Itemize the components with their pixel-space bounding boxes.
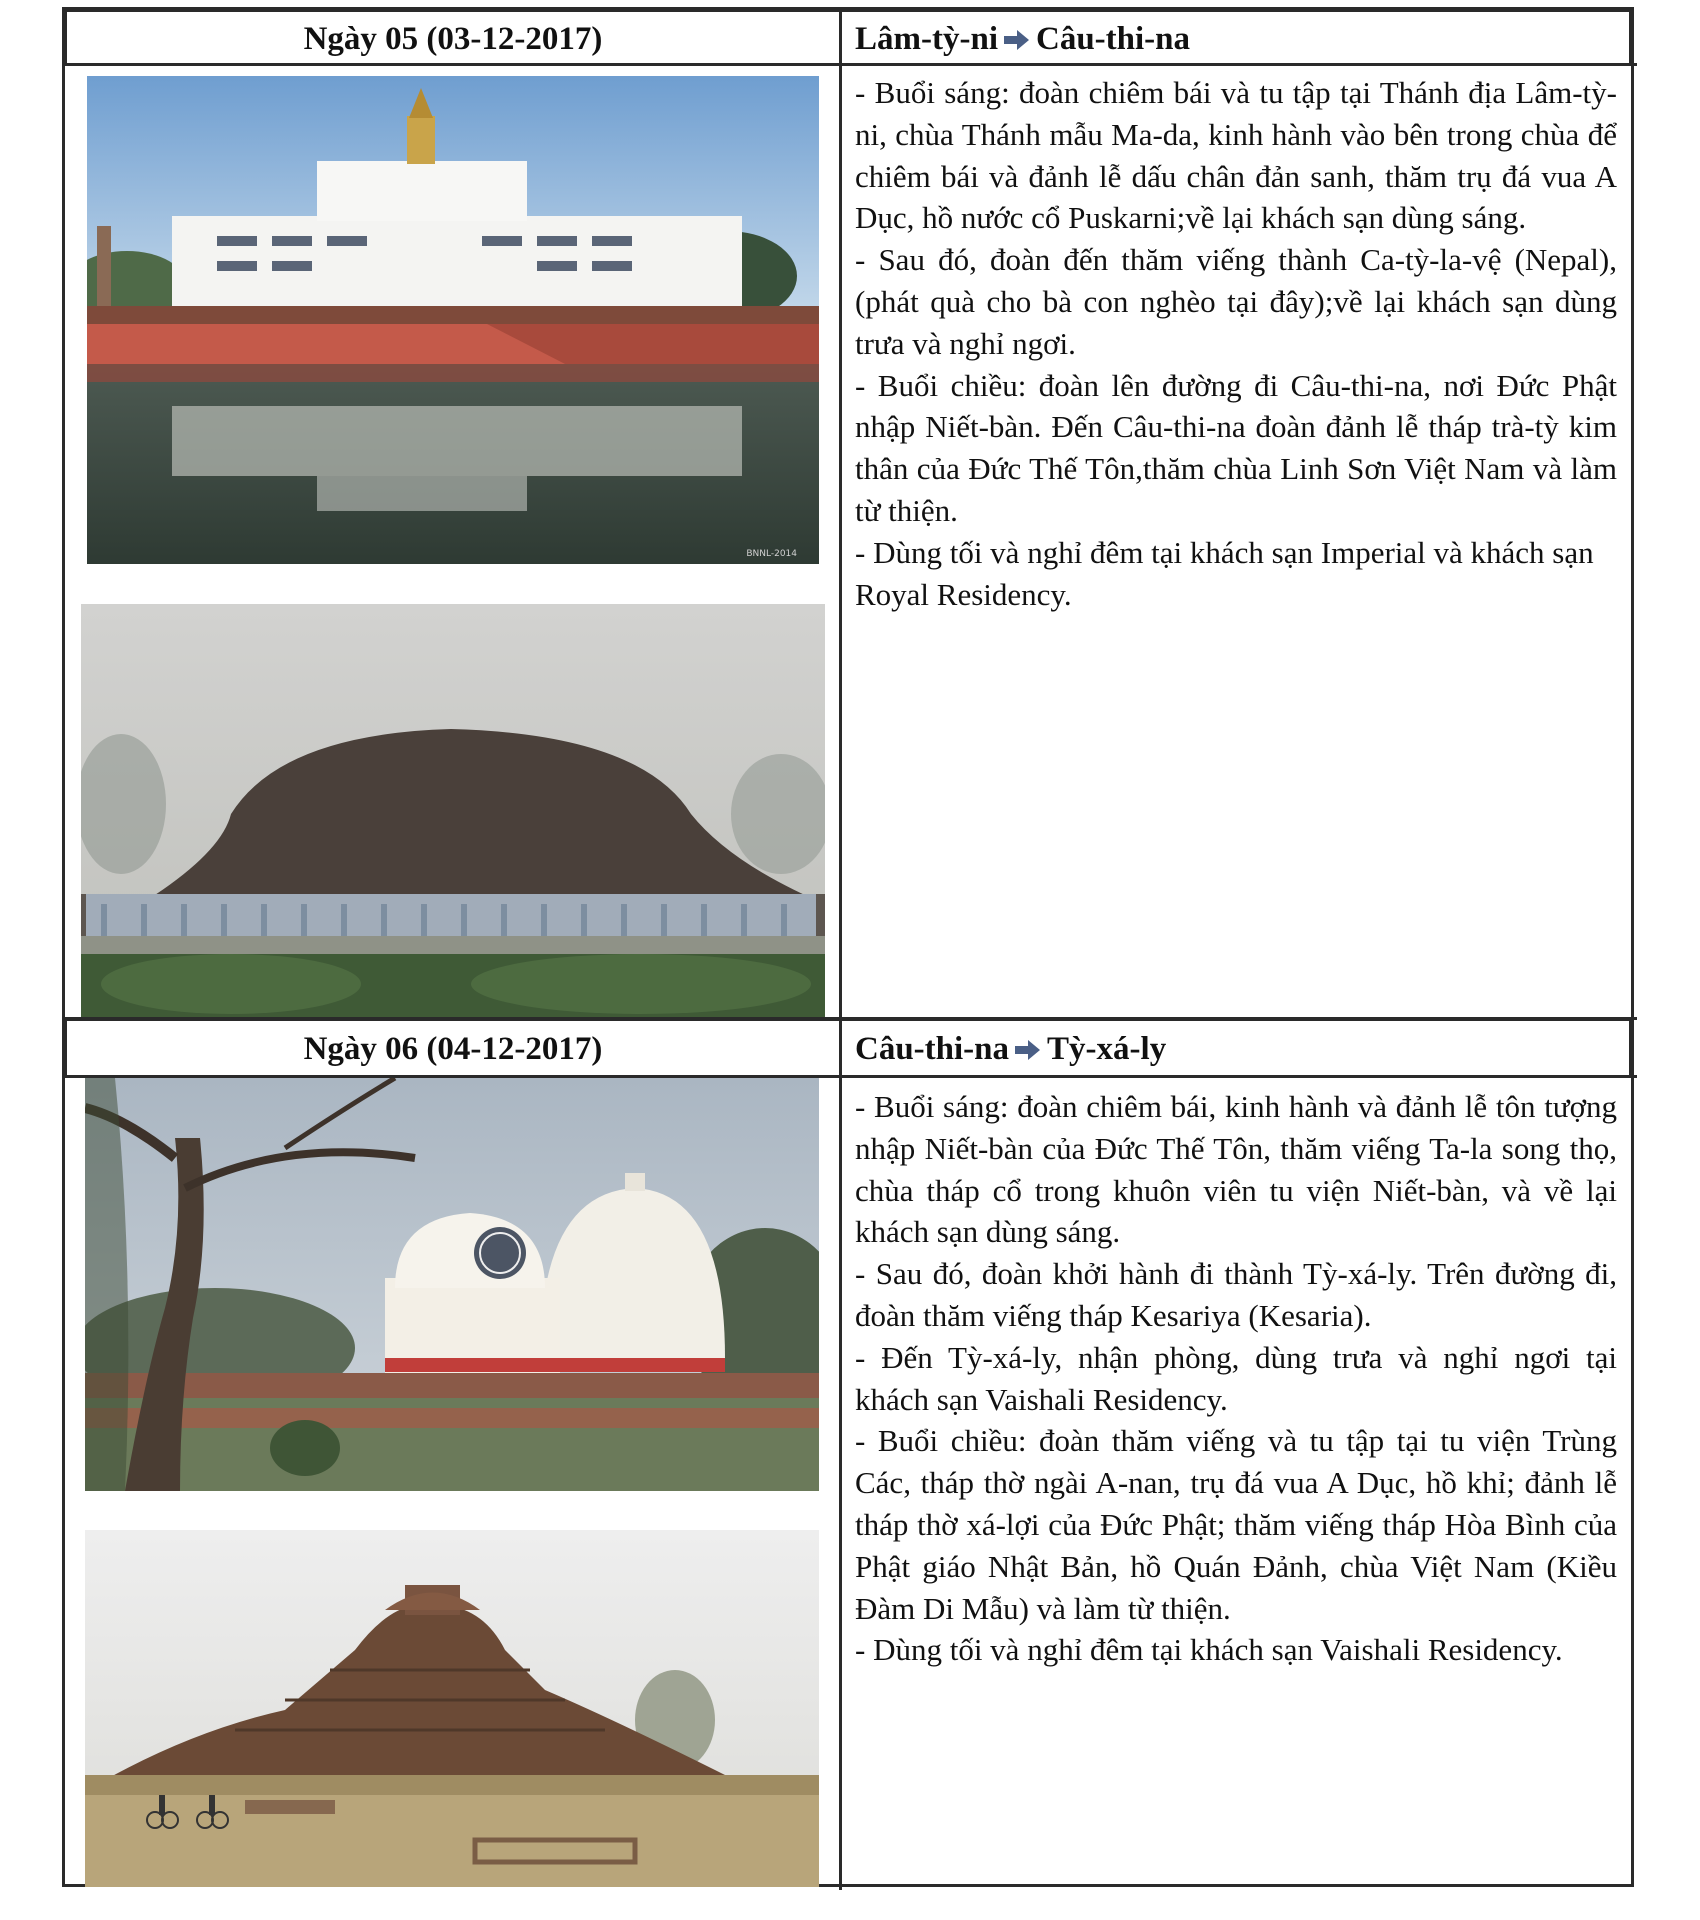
route-to: Tỳ-xá-ly [1047,1031,1167,1067]
photo-column [68,66,839,1017]
itinerary-table [62,7,1634,1887]
kesariya-stupa-photo [85,1530,819,1887]
ramabhar-stupa-photo [81,604,825,1017]
photo-column [68,1078,839,1887]
description-paragraph: - Đến Tỳ-xá-ly, nhận phòng, dùng trưa và nghỉ ngơi tại khách sạn Vaishali Residency. [855,1339,1617,1417]
day-description [855,1086,1617,1671]
route-header-cell [839,10,1631,66]
description-paragraph: - Dùng tối và nghỉ đêm tại khách sạn Vaishali Residency. [855,1632,1563,1668]
day-description [855,72,1617,615]
mahaparinirvana-temple-photo [85,1078,819,1491]
route-header-cell [839,1019,1631,1077]
photo-watermark: BNNL-2014 [746,549,797,559]
route-to: Câu-thi-na [1036,21,1191,57]
description-paragraph: - Buổi sáng: đoàn chiêm bái, kinh hành và đảnh lễ tôn tượng nhập Niết-bàn của Đức Thế Tôn, thăm viếng Ta-la song thọ, chùa tháp cổ trong khuôn viên tu viện Niết-bàn, và về lại khách sạn dùng sáng. [855,1089,1617,1250]
description-paragraph: - Buổi chiều: đoàn thăm viếng và tu tập tại tu viện Trùng Các, tháp thờ ngài A-nan, trụ đá vua A Dục, hồ khỉ; đảnh lễ tháp thờ xá-lợi của Đức Phật; thăm viếng tháp Hòa Bình của Phật giáo Nhật Bản, hồ Quán Đảnh, chùa Việt Nam (Kiều Đàm Di Mẫu) và làm từ thiện. [855,1423,1617,1626]
column-divider [839,10,842,1890]
maya-devi-temple-photo [87,76,819,564]
description-paragraph: - Sau đó, đoàn khởi hành đi thành Tỳ-xá-ly. Trên đường đi, đoàn thăm viếng tháp Kesariya (Kesaria). [855,1256,1617,1333]
right-arrow-icon [1004,14,1030,68]
day-label: Ngày 05 (03-12-2017) [303,21,603,57]
description-paragraph: - Dùng tối và nghỉ đêm tại khách sạn Imperial và khách sạn Royal Residency. [855,534,1594,612]
day-label: Ngày 06 (04-12-2017) [303,1031,603,1067]
description-paragraph: - Buổi sáng: đoàn chiêm bái và tu tập tại Thánh địa Lâm-tỳ-ni, chùa Thánh mẫu Ma-da, kinh hành vào bên trong chùa để chiêm bái và đảnh lễ dấu chân đản sanh, thăm trụ đá vua A Dục, hồ nước cổ Puskarni;về lại khách sạn dùng sáng. [855,75,1617,236]
day-header-cell [65,1019,841,1077]
right-arrow-icon [1015,1023,1041,1079]
day-header-cell [65,10,841,66]
route-from: Lâm-tỳ-ni [855,21,998,57]
description-paragraph: - Sau đó, đoàn đến thăm viếng thành Ca-tỳ-la-vệ (Nepal),(phát quà cho bà con nghèo tại đây);về lại khách sạn dùng trưa và nghỉ ngơi. [855,242,1617,361]
description-paragraph: - Buổi chiều: đoàn lên đường đi Câu-thi-na, nơi Đức Phật nhập Niết-bàn. Đến Câu-thi-na đoàn đảnh lễ tháp trà-tỳ kim thân của Đức Thế Tôn,thăm chùa Linh Sơn Việt Nam và làm từ thiện. [855,367,1617,528]
route-from: Câu-thi-na [855,1031,1010,1067]
